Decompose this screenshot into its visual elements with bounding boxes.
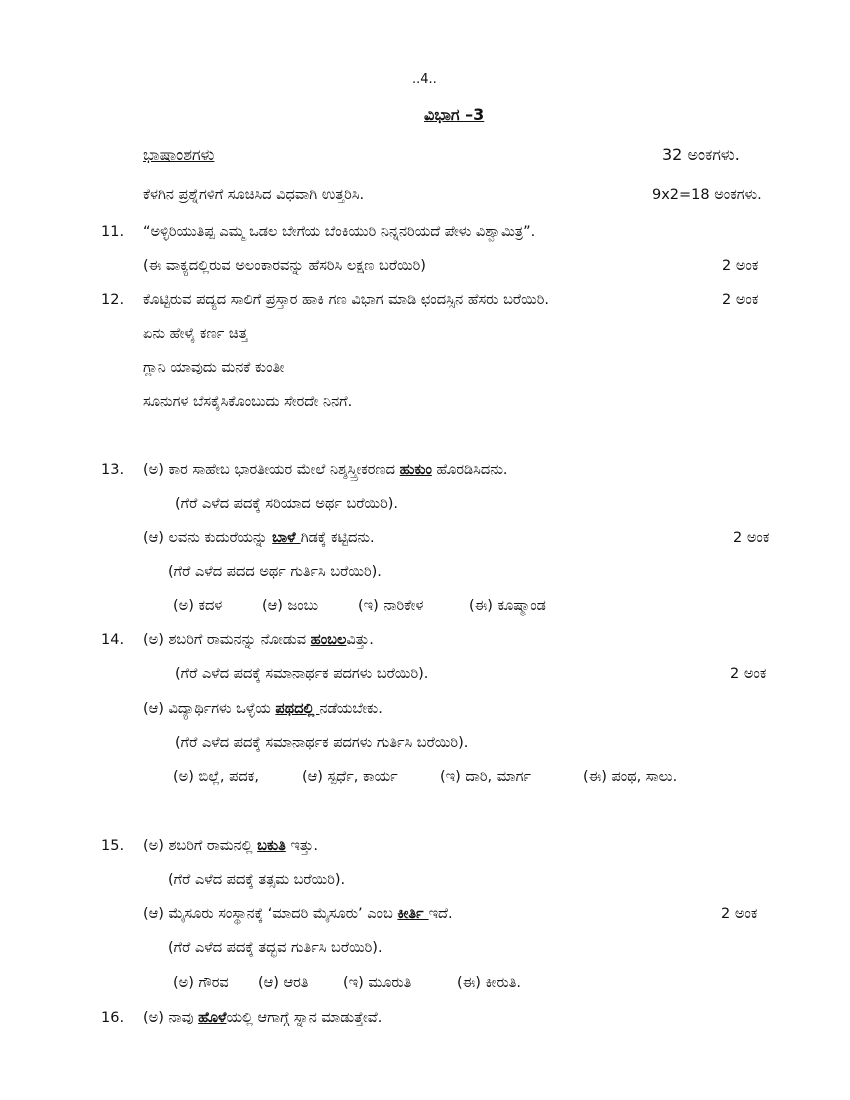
text: ಗಿಡಕ್ಕೆ ಕಟ್ಟಿದನು. bbox=[300, 530, 375, 546]
underlined-word: ಹಂಬಲ bbox=[310, 632, 347, 648]
text: ಇದೆ. bbox=[428, 906, 453, 922]
question-part-a bbox=[143, 632, 374, 649]
text: (ಆ) ವಿದ್ಯಾರ್ಥಿಗಳು ಒಳ್ಳೆಯ bbox=[143, 701, 276, 717]
option: (ಅ) ಬಿಲ್ಲೆ, ಪದಕ, bbox=[173, 769, 259, 785]
question-part-b bbox=[143, 906, 453, 923]
question-text: “ಅಳ್ಳಿರಿಯುತಿಪ್ಪ ಎಮ್ಮ ಒಡಲ ಬೇಗೆಯ ಬೆಂಕಿಯುರಿ ನಿನ್ನನರಿಯದೆ ಪೇಳು ವಿಶ್ವಾಮಿತ್ರ”. bbox=[143, 224, 536, 240]
option: (ಈ) ಕೂಷ್ಮಾಂಡ bbox=[469, 598, 546, 614]
question-part-a bbox=[143, 462, 508, 479]
instruction: ಕೆಳಗಿನ ಪ್ರಶ್ನೆಗಳಿಗೆ ಸೂಚಿಸಿದ ವಿಧವಾಗಿ ಉತ್ತರಿಸಿ. bbox=[143, 187, 365, 203]
question-marks: 2 ಅಂಕ bbox=[730, 666, 767, 682]
option: (ಆ) ಸ್ಪರ್ಧೆ, ಕಾರ್ಯ bbox=[302, 769, 398, 785]
text: (ಆ) ಲವನು ಕುದುರೆಯನ್ನು bbox=[143, 530, 273, 546]
underlined-word: ಹೊಳೆ bbox=[198, 1010, 227, 1026]
question-instruction: (ಗೆರೆ ಎಳೆದ ಪದಕ್ಕೆ ತತ್ಸಮ ಬರೆಯಿರಿ). bbox=[168, 872, 346, 888]
question-instruction: (ಗೆರೆ ಎಳೆದ ಪದದ ಅರ್ಥ ಗುರ್ತಿಸಿ ಬರೆಯಿರಿ). bbox=[168, 564, 382, 580]
question-instruction: (ಗೆರೆ ಎಳೆದ ಪದಕ್ಕೆ ಸರಿಯಾದ ಅರ್ಥ ಬರೆಯಿರಿ). bbox=[175, 496, 399, 512]
question-part-b bbox=[143, 530, 375, 547]
underlined-word: ಬಕುತಿ bbox=[257, 838, 286, 854]
section-marks: 32 ಅಂಕಗಳು. bbox=[662, 145, 740, 164]
option: (ಅ) ಗೌರವ bbox=[173, 975, 229, 991]
question-number: 11. bbox=[101, 224, 125, 240]
option: (ಆ) ಜಂಬು bbox=[262, 598, 319, 614]
text: (ಅ) ನಾವು bbox=[143, 1010, 199, 1026]
verse-line: ಏನು ಹೇಳೈ ಕರ್ಣ ಚಿತ್ತ bbox=[143, 326, 248, 342]
question-marks: 2 ಅಂಕ bbox=[722, 258, 759, 274]
text: ವಿತ್ತು. bbox=[346, 632, 374, 648]
text: (ಅ) ಶಬರಿಗೆ ರಾಮನಲ್ಲಿ bbox=[143, 838, 258, 854]
text: (ಅ) ಕಾರ ಸಾಹೇಬ ಭಾರತೀಯರ ಮೇಲೆ ನಿಶ್ಶಸ್ತ್ರೀಕರಣದ bbox=[143, 462, 400, 478]
option: (ಅ) ಕದಳ bbox=[173, 598, 223, 614]
option: (ಈ) ಪಂಥ, ಸಾಲು. bbox=[583, 769, 678, 785]
option: (ಆ) ಆರತಿ bbox=[258, 975, 309, 991]
question-part-b bbox=[143, 701, 383, 718]
question-number: 16. bbox=[101, 1010, 125, 1026]
underlined-word: ಬಾಳೆ bbox=[272, 530, 301, 546]
question-instruction: (ಗೆರೆ ಎಳೆದ ಪದಕ್ಕೆ ತದ್ಭವ ಗುರ್ತಿಸಿ ಬರೆಯಿರಿ). bbox=[168, 940, 383, 956]
page-number: ..4.. bbox=[412, 72, 437, 87]
text: ಯಲ್ಲಿ ಆಗಾಗ್ಗೆ ಸ್ನಾನ ಮಾಡುತ್ತೇವೆ. bbox=[226, 1010, 383, 1026]
question-instruction: (ಗೆರೆ ಎಳೆದ ಪದಕ್ಕೆ ಸಮಾನಾರ್ಥಕ ಪದಗಳು ಬರೆಯಿರಿ). bbox=[175, 666, 429, 682]
option: (ಈ) ಕೀರುತಿ. bbox=[457, 975, 522, 991]
text: ಹೊರಡಿಸಿದನು. bbox=[431, 462, 508, 478]
question-part-a bbox=[143, 838, 318, 855]
instruction-marks: 9x2=18 ಅಂಕಗಳು. bbox=[652, 187, 762, 203]
underlined-word: ಪಥದಲ್ಲಿ bbox=[275, 701, 320, 717]
text: (ಆ) ಮೈಸೂರು ಸಂಸ್ಥಾನಕ್ಕೆ ‘ಮಾದರಿ ಮೈಸೂರು’ ಎಂಬ bbox=[143, 906, 398, 922]
question-number: 15. bbox=[101, 838, 125, 854]
question-number: 13. bbox=[101, 462, 125, 478]
option: (ಇ) ನಾರಿಕೇಳ bbox=[358, 598, 424, 614]
question-marks: 2 ಅಂಕ bbox=[733, 530, 770, 546]
question-number: 14. bbox=[101, 632, 125, 648]
question-marks: 2 ಅಂಕ bbox=[721, 906, 758, 922]
question-part-a bbox=[143, 1010, 382, 1027]
question-marks: 2 ಅಂಕ bbox=[722, 292, 759, 308]
question-instruction: (ಈ ವಾಕ್ಯದಲ್ಲಿರುವ ಅಲಂಕಾರವನ್ನು ಹೆಸರಿಸಿ ಲಕ್ಷಣ ಬರೆಯಿರಿ) bbox=[143, 258, 426, 274]
question-text: ಕೊಟ್ಟಿರುವ ಪದ್ಯದ ಸಾಲಿಗೆ ಪ್ರಸ್ತಾರ ಹಾಕಿ ಗಣ ವಿಭಾಗ ಮಾಡಿ ಛಂದಸ್ಸಿನ ಹೆಸರು ಬರೆಯಿರಿ. bbox=[143, 292, 549, 308]
option: (ಇ) ದಾರಿ, ಮಾರ್ಗ bbox=[440, 769, 531, 785]
option: (ಇ) ಮೂರುತಿ bbox=[343, 975, 412, 991]
underlined-word: ಕೀರ್ತಿ bbox=[397, 906, 429, 922]
text: ನಡೆಯಬೇಕು. bbox=[319, 701, 383, 717]
text: ಇತ್ತು. bbox=[285, 838, 318, 854]
verse-line: ಗ್ಲಾನಿ ಯಾವುದು ಮನಕೆ ಕುಂತೀ bbox=[143, 360, 285, 376]
question-number: 12. bbox=[101, 292, 125, 308]
section-title: ವಿಭಾಗ –3 bbox=[424, 105, 485, 124]
underlined-word: ಹುಕುಂ bbox=[399, 462, 432, 478]
question-instruction: (ಗೆರೆ ಎಳೆದ ಪದಕ್ಕೆ ಸಮಾನಾರ್ಥಕ ಪದಗಳು ಗುರ್ತಿಸಿ ಬರೆಯಿರಿ). bbox=[175, 735, 469, 751]
text: (ಅ) ಶಬರಿಗೆ ರಾಮನನ್ನು ನೋಡುವ bbox=[143, 632, 311, 648]
verse-line: ಸೂನುಗಳ ಬೆಸಕೈಸಿಕೊಂಬುದು ಸೇರದೇ ನಿನಗೆ. bbox=[143, 394, 353, 410]
section-heading: ಭಾಷಾಂಶಗಳು bbox=[143, 145, 215, 164]
